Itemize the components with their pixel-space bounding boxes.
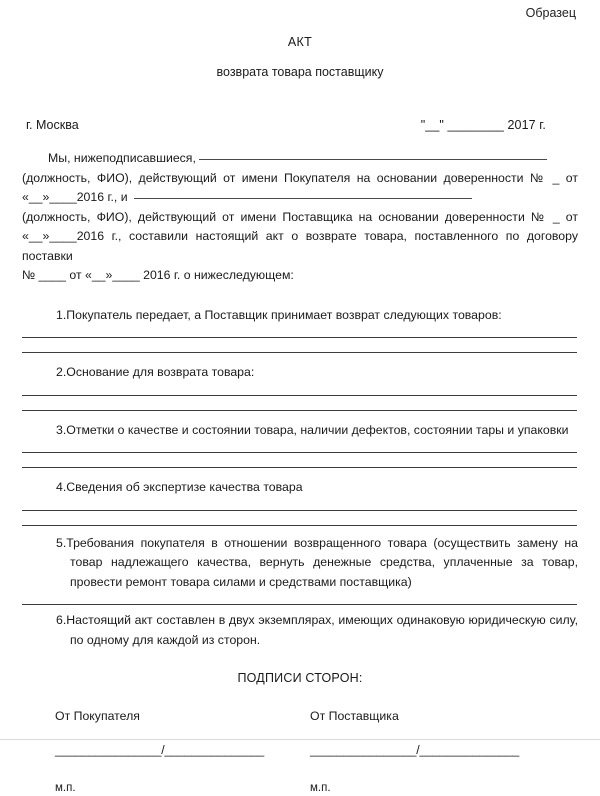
- clause-text: Покупатель передает, а Поставщик принимает возврат следующих товаров:: [66, 307, 502, 322]
- clause-number: 5.: [56, 535, 67, 550]
- intro-line-lead: [22, 149, 578, 169]
- spacer: [22, 286, 578, 306]
- spacer: [22, 440, 578, 452]
- spacer: [22, 526, 578, 534]
- spacer: [22, 353, 578, 363]
- clause-item: [22, 421, 578, 441]
- clause-text: Требования покупателя в отношении возвращенного товара (осуществить замену на товар надлежащего качества, вернуть денежные средства, уплаченные за товар, провести ремонт товара силами и средствами поставщика): [66, 535, 578, 589]
- supplier-signature-label: От Поставщика: [310, 709, 399, 723]
- sample-watermark-label: Образец: [525, 6, 576, 20]
- date-blank-label: "__" ________ 2017 г.: [420, 118, 546, 132]
- clause-number: 4.: [56, 480, 67, 494]
- supplier-signature-block: [287, 686, 552, 796]
- clause-item: [22, 478, 578, 498]
- spacer: [22, 592, 578, 604]
- clause-number: 2.: [56, 365, 67, 379]
- spacer: [22, 325, 578, 337]
- intro-line-6: № ____ от «__»____ 2016 г. о нижеследующем:: [22, 268, 294, 282]
- clause-item: [22, 363, 578, 383]
- place-and-date-row: [22, 117, 578, 133]
- document-title: АКТ: [287, 35, 313, 49]
- buyer-signature-block: [22, 686, 287, 796]
- intro-line-4: (должность, ФИО), действующий от имени Поставщика на основании доверенности № _ от: [22, 209, 578, 224]
- intro-line-2: (должность, ФИО), действующий от имени Покупателя на основании доверенности № _ от: [22, 170, 578, 185]
- intro-lead-text: Мы, нижеподписавшиеся,: [48, 151, 196, 165]
- buyer-stamp-label: м.п.: [55, 782, 76, 794]
- clause-number: 6.: [56, 613, 67, 627]
- clause-number: 3.: [56, 422, 67, 437]
- spacer: [22, 396, 578, 410]
- intro-line-3-text: «__»____2016 г., и: [22, 190, 128, 204]
- clause-text: Сведения об экспертизе качества товара: [66, 480, 303, 494]
- spacer: [22, 468, 578, 478]
- spacer: [22, 498, 578, 510]
- clause-number: 1.: [56, 307, 67, 322]
- buyer-signature-label: От Покупателя: [55, 709, 140, 723]
- spacer: [22, 383, 578, 395]
- intro-line-5: «__»____2016 г., составили настоящий акт о возврате товара, поставленного по договору поставки: [22, 229, 578, 263]
- city-label: г. Москва: [26, 118, 79, 132]
- supplier-representative-blank[interactable]: [134, 198, 472, 199]
- document-subtitle: возврата товара поставщику: [216, 65, 384, 79]
- spacer: [22, 511, 578, 525]
- intro-line-3: [22, 188, 578, 208]
- intro-paragraph: [22, 149, 578, 286]
- buyer-signature-line[interactable]: ________________/_______________: [55, 743, 265, 757]
- signatures-section-title: ПОДПИСИ СТОРОН:: [237, 671, 363, 685]
- clause-item: [22, 534, 578, 593]
- supplier-stamp-label: м.п.: [310, 782, 331, 794]
- clause-text: Основание для возврата товара:: [66, 365, 255, 379]
- spacer: [22, 453, 578, 467]
- buyer-representative-blank[interactable]: [199, 159, 547, 160]
- clause-text: Отметки о качестве и состоянии товара, наличии дефектов, состоянии тары и упаковки: [66, 422, 569, 437]
- spacer: [22, 338, 578, 352]
- spacer: [22, 411, 578, 421]
- supplier-signature-line[interactable]: ________________/_______________: [310, 743, 520, 757]
- clause-item: [22, 306, 578, 326]
- clause-item: [22, 611, 578, 650]
- signatures-row: [22, 686, 578, 796]
- clause-text: Настоящий акт составлен в двух экземплярах, имеющих одинаковую юридическую силу, по одному для каждой из сторон.: [66, 613, 578, 647]
